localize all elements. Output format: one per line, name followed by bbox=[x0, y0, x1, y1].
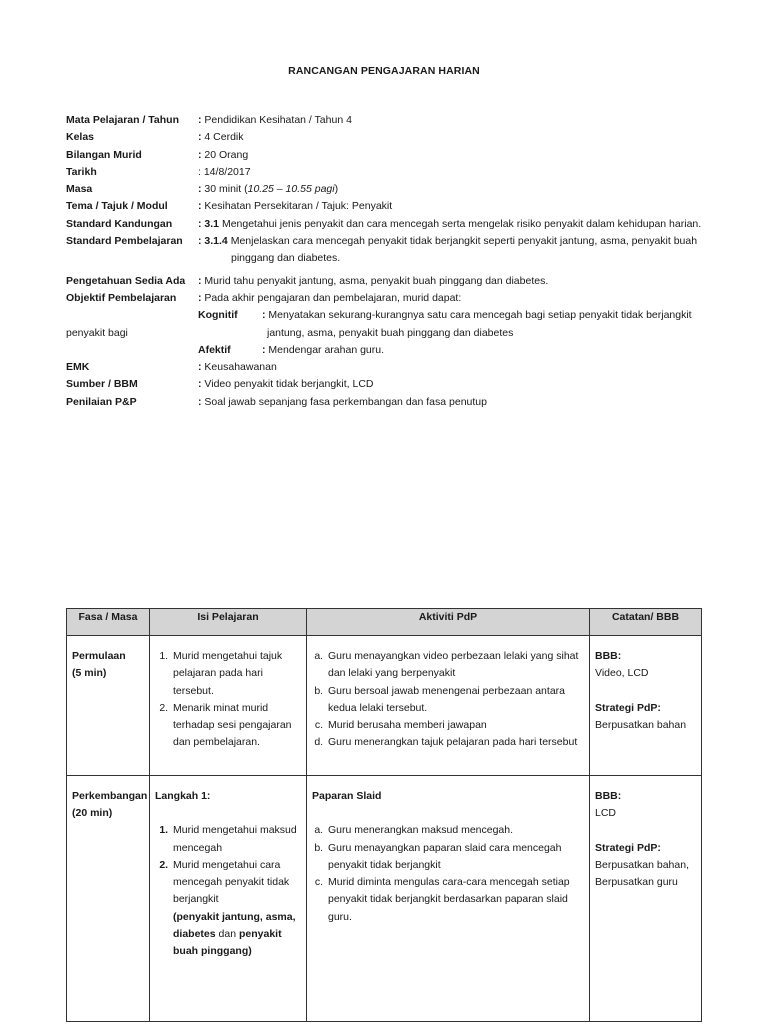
list-item: 2. Menarik minat murid terhadap sesi pengajaran dan pembelajaran. bbox=[171, 700, 301, 752]
afektif-label: Afektif bbox=[198, 343, 231, 356]
header-aktiviti-pdp: Aktiviti PdP bbox=[307, 609, 590, 636]
info-standard-pembelajaran: Standard Pembelajaran : 3.1.4 Menjelaskan cara mencegah penyakit tidak berjangkit seperti penyakit jantung, asma, penyakit buah pinggang dan diabetes. bbox=[66, 233, 706, 268]
info-kelas: Kelas : 4 Cerdik bbox=[66, 129, 706, 146]
info-bilangan-murid: Bilangan Murid : 20 Orang bbox=[66, 147, 706, 164]
info-label: Standard Pembelajaran bbox=[66, 235, 183, 248]
list-item: c. Murid berusaha memberi jawapan bbox=[326, 717, 584, 734]
info-label: Penilaian P&P bbox=[66, 395, 137, 408]
info-value: Pendidikan Kesihatan / Tahun 4 bbox=[204, 114, 352, 126]
info-objektif: Objektif Pembelajaran : Pada akhir pengajaran dan pembelajaran, murid dapat: bbox=[66, 290, 706, 307]
kognitif-label: Kognitif bbox=[198, 309, 238, 322]
cell-aktiviti bbox=[307, 776, 590, 1022]
aktiviti-heading: Paparan Slaid bbox=[312, 790, 382, 802]
info-value: Pada akhir pengajaran dan pembelajaran, murid dapat: bbox=[204, 291, 462, 304]
info-tema: Tema / Tajuk / Modul : Kesihatan Persekitaran / Tajuk: Penyakit bbox=[66, 198, 706, 215]
table-header-row bbox=[67, 609, 702, 636]
list-item: b. Guru bersoal jawab menengenai perbezaan antara kedua lelaki tersebut. bbox=[326, 683, 584, 718]
info-masa: Masa : 30 minit (10.25 – 10.55 pagi) bbox=[66, 181, 706, 198]
kognitif-value-continued: jantung, asma, penyakit buah pinggang dan diabetes bbox=[267, 326, 514, 339]
list-item: a. Guru menayangkan video perbezaan lelaki yang sihat dan lelaki yang berpenyakit bbox=[326, 648, 584, 683]
table-row-permulaan bbox=[67, 636, 702, 776]
info-value: Video penyakit tidak berjangkit, LCD bbox=[204, 378, 374, 391]
objektif-afektif: Afektif : Mendengar arahan guru. bbox=[66, 342, 706, 359]
kognitif-left-text bbox=[66, 307, 198, 324]
info-label: Tarikh bbox=[66, 165, 97, 178]
info-label: Objektif Pembelajaran bbox=[66, 291, 177, 304]
list-item: 2. Murid mengetahui cara mencegah penyakit tidak berjangkit (penyakit jantung, asma, diabetes dan penyakit buah pinggang) bbox=[171, 857, 301, 961]
info-label: EMK bbox=[66, 361, 90, 374]
page-title: RANCANGAN PENGAJARAN HARIAN bbox=[288, 65, 480, 77]
kognitif-stray-text: penyakit bagi bbox=[66, 326, 128, 339]
langkah-label: Langkah 1: bbox=[155, 790, 211, 802]
info-value: Kesihatan Persekitaran / Tajuk: Penyakit bbox=[204, 200, 393, 213]
info-label: Pengetahuan Sedia Ada bbox=[66, 274, 186, 287]
cell-fasa: Perkembangan (20 min) bbox=[67, 776, 150, 1022]
info-label: Mata Pelajaran / Tahun bbox=[66, 114, 180, 126]
cell-isi bbox=[150, 636, 307, 776]
cell-aktiviti bbox=[307, 636, 590, 776]
list-item: b. Guru menayangkan paparan slaid cara mencegah penyakit tidak berjangkit bbox=[326, 840, 584, 875]
info-value: 20 Orang bbox=[204, 148, 249, 161]
info-standard-kandungan: Standard Kandungan : 3.1 Mengetahui jenis penyakit dan cara mencegah serta mengelak risiko penyakit dalam kehidupan harian. bbox=[66, 216, 706, 233]
info-value: Menjelaskan cara mencegah penyakit tidak berjangkit seperti penyakit jantung, asma, penyakit buah bbox=[230, 235, 698, 248]
info-label: Tema / Tajuk / Modul bbox=[66, 200, 168, 213]
header-fasa-masa: Fasa / Masa bbox=[67, 609, 150, 636]
info-label: Bilangan Murid bbox=[66, 148, 142, 161]
info-time-range: 10.25 – 10.55 pagi bbox=[247, 183, 335, 196]
info-label: Standard Kandungan bbox=[66, 217, 173, 230]
cell-catatan: BBB: Video, LCD Strategi PdP: Berpusatkan bahan bbox=[590, 636, 702, 776]
info-value: 4 Cerdik bbox=[204, 131, 244, 144]
info-emk: EMK : Keusahawanan bbox=[66, 359, 706, 376]
info-label: Kelas bbox=[66, 131, 95, 144]
lesson-plan-table bbox=[66, 608, 702, 1022]
header-catatan-bbb: Catatan/ BBB bbox=[590, 609, 702, 636]
info-value: Murid tahu penyakit jantung, asma, penyakit buah pinggang dan diabetes. bbox=[204, 274, 549, 287]
afektif-value: Mendengar arahan guru. bbox=[268, 343, 385, 356]
info-value: 14/8/2017 bbox=[203, 165, 251, 178]
list-item: c. Murid diminta mengulas cara-cara mencegah setiap penyakit tidak berjangkit berdasarkan paparan slaid guru. bbox=[326, 874, 584, 926]
info-penilaian: Penilaian P&P : Soal jawab sepanjang fasa perkembangan dan fasa penutup bbox=[66, 394, 706, 411]
list-item: 1. Murid mengetahui tajuk pelajaran pada hari tersebut. bbox=[171, 648, 301, 700]
list-item: a. Guru menerangkan maksud mencegah. bbox=[326, 822, 584, 839]
info-mata-pelajaran: Mata Pelajaran / Tahun : Pendidikan Kesihatan / Tahun 4 bbox=[66, 112, 706, 129]
info-value: Keusahawanan bbox=[204, 361, 277, 374]
cell-catatan: BBB: LCD Strategi PdP: Berpusatkan bahan, Berpusatkan guru bbox=[590, 776, 702, 1022]
info-tarikh: Tarikh : 14/8/2017 bbox=[66, 164, 706, 181]
objektif-kognitif-line2 bbox=[66, 325, 706, 342]
cell-isi bbox=[150, 776, 307, 1022]
lesson-info bbox=[66, 112, 706, 411]
info-label: Masa bbox=[66, 183, 93, 196]
info-sumber: Sumber / BBM : Video penyakit tidak berjangkit, LCD bbox=[66, 376, 706, 393]
info-pengetahuan: Pengetahuan Sedia Ada : Murid tahu penyakit jantung, asma, penyakit buah pinggang dan diabetes. bbox=[66, 273, 706, 290]
header-isi-pelajaran: Isi Pelajaran bbox=[150, 609, 307, 636]
list-item: 1. Murid mengetahui maksud mencegah bbox=[171, 822, 301, 857]
standard-code: 3.1.4 bbox=[204, 235, 228, 248]
standard-code: 3.1 bbox=[204, 217, 220, 230]
info-value-continued: pinggang dan diabetes. bbox=[231, 252, 341, 265]
info-value: Soal jawab sepanjang fasa perkembangan dan fasa penutup bbox=[204, 395, 487, 408]
objektif-kognitif: Kognitif : Menyatakan sekurang-kurangnya satu cara mencegah bagi setiap penyakit tidak berjangkit bbox=[66, 307, 706, 324]
table-row-perkembangan bbox=[67, 776, 702, 1022]
info-value: Mengetahui jenis penyakit dan cara mencegah serta mengelak risiko penyakit dalam kehidupan harian. bbox=[221, 217, 702, 230]
list-item: d. Guru menerangkan tajuk pelajaran pada hari tersebut bbox=[326, 734, 584, 751]
cell-fasa: Permulaan (5 min) bbox=[67, 636, 150, 776]
info-label: Sumber / BBM bbox=[66, 378, 138, 391]
kognitif-value: Menyatakan sekurang-kurangnya satu cara mencegah bagi setiap penyakit tidak berjangkit bbox=[268, 309, 692, 322]
